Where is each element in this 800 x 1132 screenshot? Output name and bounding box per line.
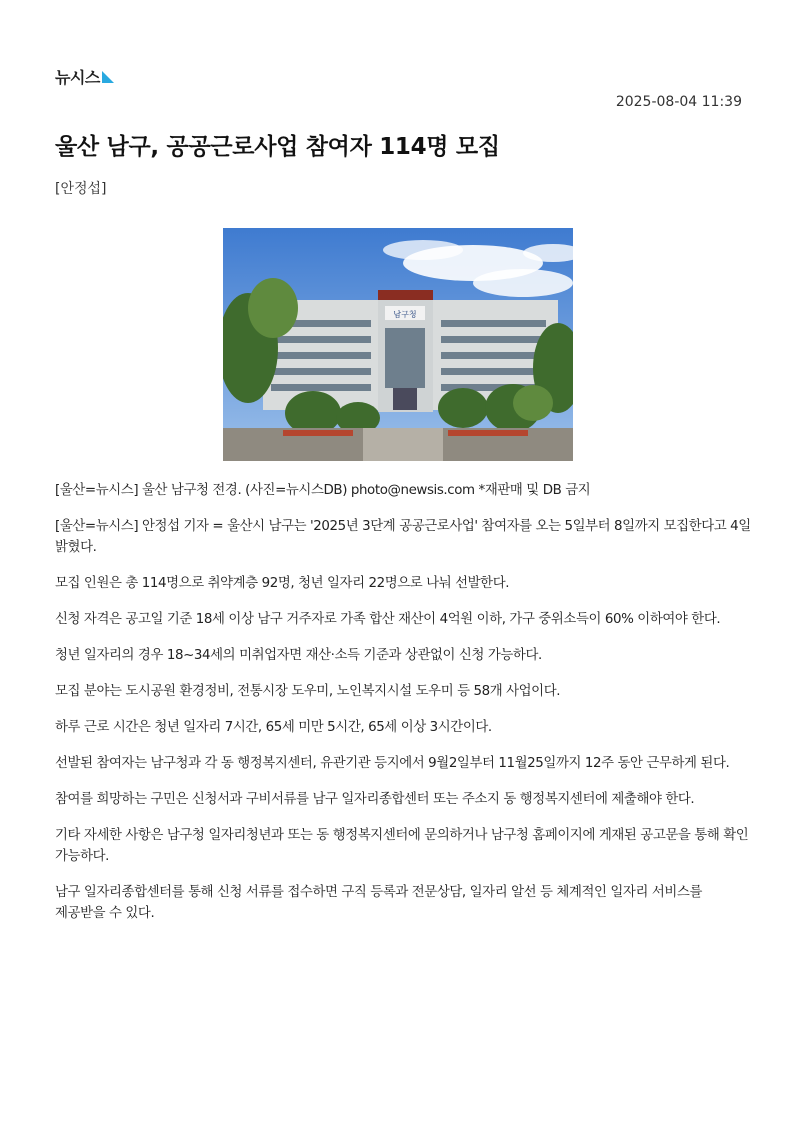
paragraph: [울산=뉴시스] 안정섭 기자 = 울산시 남구는 '2025년 3단계 공공근로사업' 참여자를 오는 5일부터 8일까지 모집한다고 4일 밝혔다. [55,519,751,555]
article-photo [223,228,573,461]
photo-caption: [울산=뉴시스] 울산 남구청 전경. (사진=뉴시스DB) photo@newsis.com *재판매 및 DB 금지 [55,483,591,498]
article-title: 울산 남구, 공공근로사업 참여자 114명 모집 [55,134,500,160]
paragraph: 신청 자격은 공고일 기준 18세 이상 남구 거주자로 가족 합산 재산이 4억원 이하, 가구 중위소득이 60% 이하여야 한다. [55,612,721,627]
logo-mark-icon [102,71,114,83]
building-photo-icon [223,228,573,461]
paragraph: 청년 일자리의 경우 18~34세의 미취업자면 재산·소득 기준과 상관없이 신청 가능하다. [55,648,542,663]
paragraph: 참여를 희망하는 구민은 신청서과 구비서류를 남구 일자리종합센터 또는 주소지 동 행정복지센터에 제출해야 한다. [55,792,695,807]
paragraph: 남구 일자리종합센터를 통해 신청 서류를 접수하면 구직 등록과 전문상담, 일자리 알선 등 체계적인 일자리 서비스를 제공받을 수 있다. [55,885,703,921]
paragraph: 모집 분야는 도시공원 환경정비, 전통시장 도우미, 노인복지시설 도우미 등 58개 사업이다. [55,684,561,699]
paragraph: 하루 근로 시간은 청년 일자리 7시간, 65세 미만 5시간, 65세 이상 3시간이다. [55,720,492,735]
logo-text: 뉴시스 [55,67,100,87]
paragraph: 선발된 참여자는 남구청과 각 동 행정복지센터, 유관기관 등지에서 9월2일부터 11월25일까지 12주 동안 근무하게 된다. [55,756,730,771]
paragraph: 모집 인원은 총 114명으로 취약계층 92명, 청년 일자리 22명으로 나눠 선발한다. [55,576,510,591]
newsis-logo[interactable] [55,66,114,86]
sign-text: 남구청 [393,310,417,319]
paragraph: 기타 자세한 사항은 남구청 일자리청년과 또는 동 행정복지센터에 문의하거나 남구청 홈페이지에 게재된 공고문을 통해 확인 가능하다. [55,828,749,864]
byline: [안정섭] [55,181,107,197]
publish-date: 2025-08-04 11:39 [615,94,742,110]
article-body [55,480,755,939]
